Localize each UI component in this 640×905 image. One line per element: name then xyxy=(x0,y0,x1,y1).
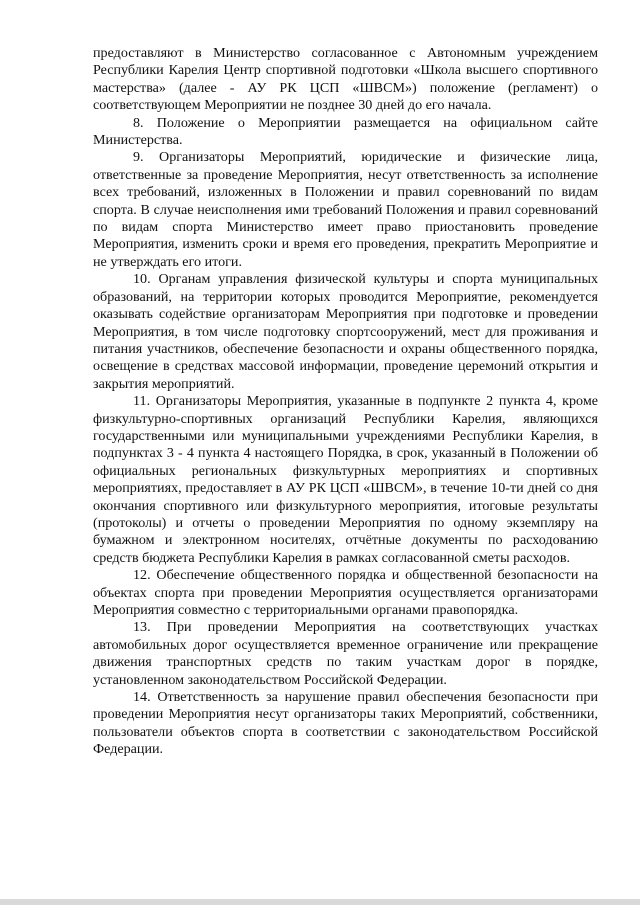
paragraph-9: 9. Организаторы Мероприятий, юридические и физические лица, ответственные за проведение Мероприятия, несут ответственность за исполнение всех требований, изложенных в Положении и правил соревнований по видам спорта. В случае неисполнения ими требований Положения и правил соревнований по видам спорта Министерство имеет право приостановить проведение Мероприятия, изменить сроки и время его проведения, прекратить Мероприятие и не утверждать его итоги. xyxy=(93,149,598,270)
paragraph-12: 12. Обеспечение общественного порядка и общественной безопасности на объектах спорта при проведении Мероприятия осуществляется организаторами Мероприятия совместно с территориальными органами правопорядка. xyxy=(93,567,598,618)
paragraph-13: 13. При проведении Мероприятия на соответствующих участках автомобильных дорог осуществляется временное ограничение или прекращение движения транспортных средств по таким участкам дорог в порядке, установленном законодательством Российской Федерации. xyxy=(93,619,598,688)
paragraph-8: 8. Положение о Мероприятии размещается на официальном сайте Министерства. xyxy=(93,114,598,149)
paragraph-10: 10. Органам управления физической культуры и спорта муниципальных образований, на территории которых проводится Мероприятие, рекомендуется оказывать содействие организаторам Мероприятия при подготовке и проведении Мероприятия, в том числе подготовку спортсооружений, мест для проживания и питания участников, обеспечение безопасности и охраны общественного порядка, освещение в средствах массовой информации, проведение церемоний открытия и закрытия мероприятий. xyxy=(93,271,598,392)
paragraph-14: 14. Ответственность за нарушение правил обеспечения безопасности при проведении Мероприятия несут организаторы таких Мероприятий, собственники, пользователи объектов спорта в соответствии с законодательством Российской Федерации. xyxy=(93,689,598,758)
paragraph-continuation: предоставляют в Министерство согласованное с Автономным учреждением Республики Карелия Центр спортивной подготовки «Школа высшего спортивного мастерства» (далее - АУ РК ЦСП «ШВСМ») положение (регламент) о соответствующем Мероприятии не позднее 30 дней до его начала. xyxy=(93,45,598,114)
page-bottom-edge xyxy=(0,899,640,905)
document-body xyxy=(93,45,598,759)
paragraph-11: 11. Организаторы Мероприятия, указанные в подпункте 2 пункта 4, кроме физкультурно-спортивных организаций Республики Карелия, являющихся государственными или муниципальными учреждениями Республики Карелия, в подпунктах 3 - 4 пункта 4 настоящего Порядка, в срок, указанный в Положении об официальных региональных физкультурных мероприятиях и спортивных мероприятиях, предоставляет в АУ РК ЦСП «ШВСМ», в течение 10-ти дней со дня окончания спортивного или физкультурного мероприятия, итоговые результаты (протоколы) и отчеты о проведении Мероприятия по одному экземпляру на бумажном и электронном носителях, отчётные документы по расходованию средств бюджета Республики Карелия в рамках согласованной сметы расходов. xyxy=(93,393,598,566)
